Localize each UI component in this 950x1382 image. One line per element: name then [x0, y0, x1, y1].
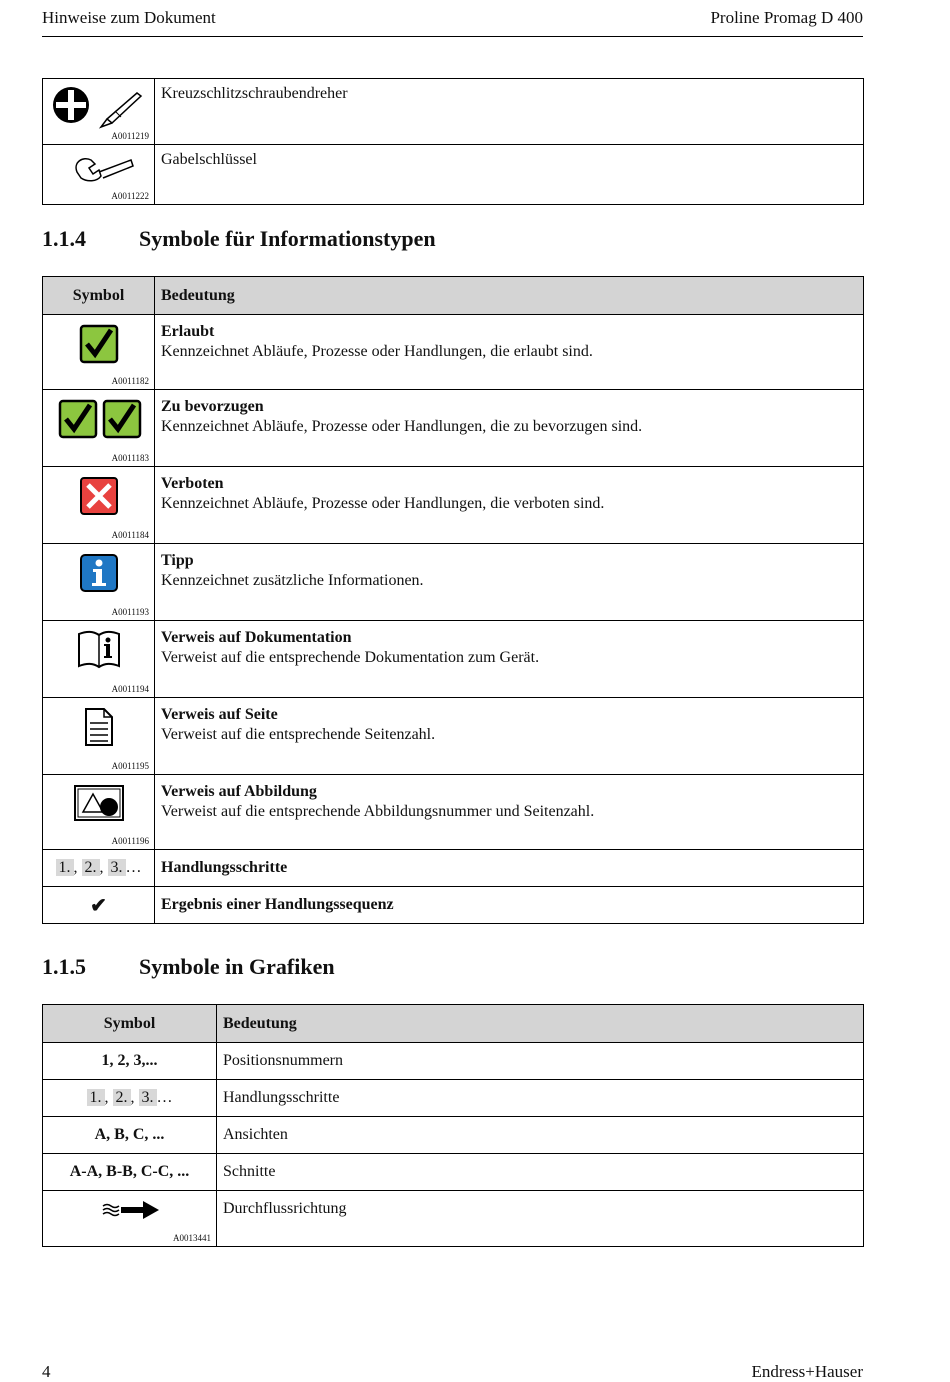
meaning-title: Erlaubt: [161, 323, 215, 340]
figure-code: A0011193: [111, 607, 149, 617]
table-row: [43, 79, 864, 145]
table-row: [43, 467, 864, 544]
symbol-cell: [43, 698, 155, 775]
table-row: [43, 315, 864, 390]
meaning-desc: Kennzeichnet Abläufe, Prozesse oder Handlungen, die erlaubt sind.: [161, 343, 593, 360]
step-box: 3.: [139, 1089, 157, 1106]
meaning-title: Zu bevorzugen: [161, 398, 264, 415]
meaning-desc: Verweist auf die entsprechende Abbildungsnummer und Seitenzahl.: [161, 803, 595, 820]
symbol-cell: [43, 544, 155, 621]
info-blue-icon: [79, 553, 119, 593]
symbol-cell: [43, 390, 155, 467]
meaning-cell: [155, 467, 864, 544]
symbol-cell: [43, 1191, 217, 1247]
cross-red-icon: [79, 476, 119, 516]
meaning-cell: Schnitte: [217, 1154, 864, 1191]
steps-symbol: [43, 1080, 217, 1117]
section-number: 1.1.4: [42, 226, 86, 251]
step-box: 1.: [56, 859, 74, 876]
meaning-title: Verweis auf Abbildung: [161, 783, 317, 800]
figure-code: A0011183: [111, 453, 149, 463]
meaning-cell: [155, 315, 864, 390]
step-sep: ,: [104, 1089, 109, 1106]
table-row: [43, 1191, 864, 1247]
figure-code: A0011182: [111, 376, 149, 386]
figure-code: A0011219: [111, 131, 149, 141]
open-end-wrench-icon: [69, 150, 139, 190]
figure-code: A0011195: [111, 761, 149, 771]
tools-table: [42, 78, 864, 205]
table-row: [43, 698, 864, 775]
table-row: [43, 1080, 864, 1117]
table-row: [43, 621, 864, 698]
symbol-cell: 1, 2, 3,...: [43, 1043, 217, 1080]
footer-brand: Endress+Hauser: [751, 1362, 863, 1381]
figure-code: A0011196: [111, 836, 149, 846]
meaning-cell: [155, 698, 864, 775]
meaning-title: Tipp: [161, 552, 194, 569]
table-row: [43, 1154, 864, 1191]
meaning-cell: Ansichten: [217, 1117, 864, 1154]
section-heading-114: [42, 226, 436, 252]
phillips-screwdriver-icon: [49, 83, 149, 133]
table-header-row: [43, 1005, 864, 1043]
step-ellipsis: …: [156, 1089, 173, 1106]
symbol-cell: [43, 315, 155, 390]
figure-code: A0011184: [111, 530, 149, 540]
meaning-cell: [155, 775, 864, 850]
tool-label-text: Kreuzschlitzschraubendreher: [161, 85, 348, 102]
symbol-cell: [43, 467, 155, 544]
step-ellipsis: …: [125, 859, 142, 876]
info-types-table: [42, 276, 864, 924]
symbol-cell: A, B, C, ...: [43, 1117, 217, 1154]
meaning-desc: Kennzeichnet Abläufe, Prozesse oder Handlungen, die zu bevorzugen sind.: [161, 418, 643, 435]
meaning-text: Durchflussrichtung: [223, 1200, 347, 1217]
meaning-title: Verweis auf Dokumentation: [161, 629, 352, 646]
page-header: [42, 8, 863, 37]
symbol-cell: [43, 775, 155, 850]
table-row: [43, 390, 864, 467]
table-row: [43, 1117, 864, 1154]
figure-code: A0013441: [173, 1233, 211, 1243]
section-number: 1.1.5: [42, 954, 86, 979]
meaning-cell: Handlungsschritte: [217, 1080, 864, 1117]
result-symbol: [43, 887, 155, 924]
step-sep: ,: [73, 859, 78, 876]
table-row: [43, 1043, 864, 1080]
check-icon: ✔: [90, 894, 107, 917]
col-header-symbol: Symbol: [43, 1005, 217, 1043]
page-icon: [84, 707, 114, 747]
double-checkmark-green-icon: [58, 399, 142, 439]
step-box: 2.: [82, 859, 100, 876]
meaning-desc: Verweist auf die entsprechende Dokumentation zum Gerät.: [161, 649, 540, 666]
table-row: [43, 887, 864, 924]
meaning-title: Verboten: [161, 475, 224, 492]
picture-icon: [73, 784, 125, 822]
step-box: 2.: [113, 1089, 131, 1106]
table-row: [43, 850, 864, 887]
header-right: Proline Promag D 400: [710, 8, 863, 27]
meaning-desc: Kennzeichnet Abläufe, Prozesse oder Handlungen, die verboten sind.: [161, 495, 605, 512]
step-box: 3.: [108, 859, 126, 876]
figure-code: A0011194: [111, 684, 149, 694]
meaning-desc: Kennzeichnet zusätzliche Informationen.: [161, 572, 424, 589]
col-header-symbol: Symbol: [43, 277, 155, 315]
table-header-row: [43, 277, 864, 315]
table-row: [43, 145, 864, 205]
section-heading-115: [42, 954, 335, 980]
symbol-cell: [43, 621, 155, 698]
tool-label: [155, 79, 864, 145]
step-sep: ,: [99, 859, 104, 876]
page-number: 4: [42, 1362, 51, 1381]
header-left: Hinweise zum Dokument: [42, 8, 216, 27]
col-header-meaning: Bedeutung: [155, 277, 864, 315]
meaning-desc: Verweist auf die entsprechende Seitenzahl.: [161, 726, 436, 743]
steps-symbol: [43, 850, 155, 887]
step-box: 1.: [87, 1089, 105, 1106]
symbol-cell: A-A, B-B, C-C, ...: [43, 1154, 217, 1191]
flow-direction-icon: [101, 1199, 161, 1221]
tool-label-text: Gabelschlüssel: [161, 151, 257, 168]
graphics-symbols-table: [42, 1004, 864, 1247]
tool-symbol-cell: [43, 79, 155, 145]
meaning-cell: [155, 621, 864, 698]
step-sep: ,: [130, 1089, 135, 1106]
tool-symbol-cell: [43, 145, 155, 205]
meaning-title: Verweis auf Seite: [161, 706, 278, 723]
figure-code: A0011222: [111, 191, 149, 201]
meaning-cell: [155, 850, 864, 887]
col-header-meaning: Bedeutung: [217, 1005, 864, 1043]
meaning-cell: [155, 544, 864, 621]
table-row: [43, 775, 864, 850]
book-info-icon: [77, 630, 121, 670]
meaning-cell: Positionsnummern: [217, 1043, 864, 1080]
section-title: Symbole in Grafiken: [139, 954, 335, 979]
tool-label: [155, 145, 864, 205]
meaning-cell: [155, 887, 864, 924]
meaning-title: Ergebnis einer Handlungssequenz: [161, 896, 394, 913]
table-row: [43, 544, 864, 621]
checkmark-green-icon: [79, 324, 119, 364]
section-title: Symbole für Informationstypen: [139, 226, 436, 251]
meaning-title: Handlungsschritte: [161, 859, 288, 876]
meaning-cell: [155, 390, 864, 467]
meaning-cell: [217, 1191, 864, 1247]
